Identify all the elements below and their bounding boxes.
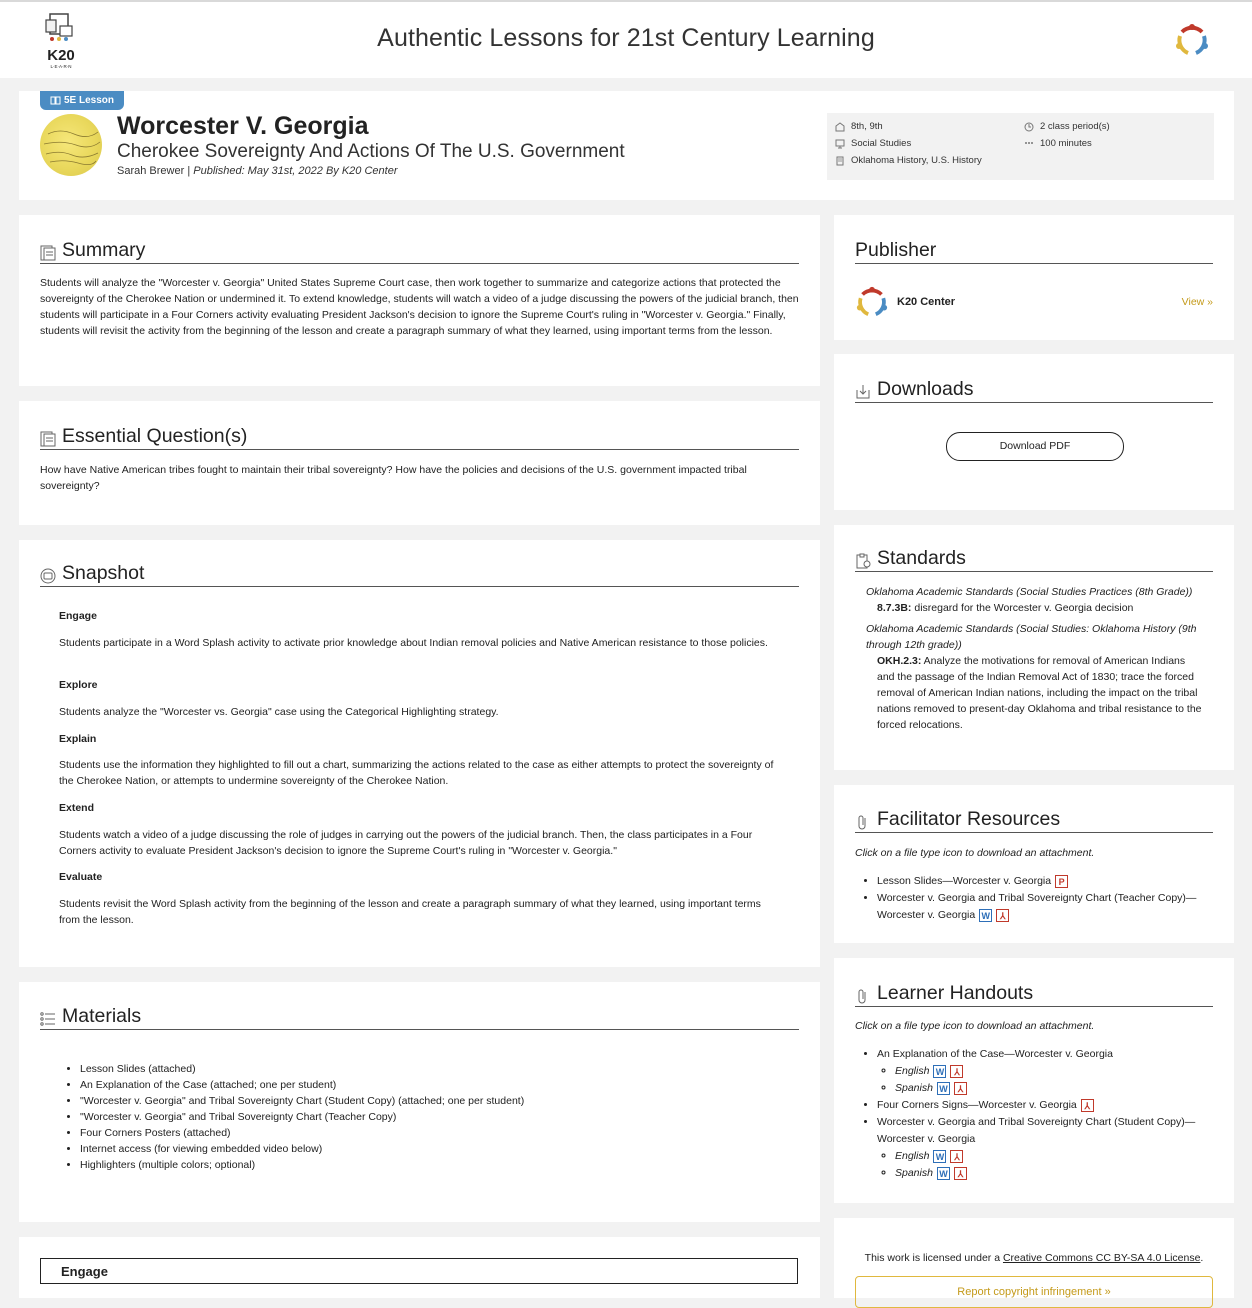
school-icon [835,122,845,132]
document-image [40,114,102,176]
materials-list [62,1061,799,1173]
lesson-title: Worcester V. Georgia [117,112,369,140]
snapshot-engage-label: Engage [59,610,97,622]
paperclip-icon [855,814,871,830]
k20-center-logo-icon[interactable] [855,285,889,319]
list-item: • Four Corners Signs—Worcester v. Georgia ⅄ [877,1097,1204,1114]
engage-section-header[interactable]: Engage [40,1258,798,1284]
standard-item: 8.7.3B: disregard for the Worcester v. Georgia decision [877,602,1134,614]
license-text: This work is licensed under a Creative Commons CC BY-SA 4.0 License. [864,1252,1204,1264]
summary-heading: Summary [40,239,799,264]
learner-hint: Click on a file type icon to download an attachment. [855,1020,1095,1032]
document-icon [40,431,56,447]
dots-icon [1024,139,1034,149]
standard-item: OKH.2.3: Analyze the motivations for removal of American Indians and the passage of the Indian Removal Act of 1830; trace the forced removal of American Indian nations, including the impact on the tribal nations removed to present-day Oklahoma and tribal resistance to the forced relocations. [877,655,1202,731]
word-file-icon[interactable]: W [933,1065,946,1078]
learner-heading: Learner Handouts [855,982,1213,1007]
summary-card [19,215,820,386]
essential-question-text: How have Native American tribes fought to maintain their tribal sovereignty? How have the policies and decisions of the U.S. government impacted tribal sovereignty? [40,464,747,492]
lesson-byline: Sarah Brewer | Published: May 31st, 2022 By K20 Center [117,165,398,177]
publisher-view-link[interactable]: View » [1181,296,1213,308]
download-pdf-button[interactable]: Download PDF [946,432,1124,461]
clipboard-icon [855,553,871,569]
list-item: • An Explanation of the Case—Worcester v. Georgia ◦ English W ⅄ ◦ Spanish W ⅄ [877,1046,1204,1097]
standard-source: Oklahoma Academic Standards (Social Studies Practices (8th Grade)) [866,586,1193,598]
list-item: ◦ English W ⅄ [895,1148,1204,1165]
snapshot-explain-label: Explain [59,733,97,745]
clock-icon [1024,122,1034,132]
learner-list [859,1046,1204,1182]
word-file-icon[interactable]: W [937,1082,950,1095]
snapshot-explore-label: Explore [59,679,98,691]
snapshot-card [19,540,820,967]
paperclip-icon [855,988,871,1004]
book-icon [50,96,61,105]
license-card [834,1218,1234,1298]
k20-center-mark-icon[interactable] [1174,22,1210,58]
pdf-file-icon[interactable]: ⅄ [1081,1099,1094,1112]
pdf-file-icon[interactable]: ⅄ [954,1082,967,1095]
book-icon [835,156,845,166]
standards-list [866,584,1202,733]
summary-text: Students will analyze the "Worcester v. Georgia" United States Supreme Court case, then work together to summarize and categorize actions that protected the sovereignty of the Cherokee Nation or undermined it. To extend knowledge, students will watch a video of a judge discussing the powers of the judicial branch, then students will participate in a Four Corners activity evaluating President Jackson's decision to ignore the Supreme Court's ruling in "Worcester v. Georgia." Finally, students will revisit the activity from the beginning of the lesson and create a paragraph summary of what they learned, using important terms from the lesson. [40,277,799,337]
meta-periods: 2 class period(s) [1024,121,1110,132]
word-file-icon[interactable]: W [937,1167,950,1180]
snapshot-engage-text: Students participate in a Word Splash activity to activate prior knowledge about Indian removal policies and Native American resistance to those policies. [59,637,768,649]
standards-card [834,525,1234,770]
downloads-card [834,354,1234,510]
standards-heading: Standards [855,547,1213,572]
materials-card [19,982,820,1222]
snapshot-explain-text: Students use the information they highlighted to fill out a chart, summarizing the actions related to the case as either attempts to protect the sovereignty of the Cherokee Nation, or attempts to undermine sovereignty of the Cherokee Nation. [59,759,774,787]
lesson-header-card [19,91,1234,200]
list-item: ◦ Spanish W ⅄ [895,1080,1204,1097]
snapshot-evaluate-text: Students revisit the Word Splash activity from the beginning of the lesson and create a paragraph summary of what they learned, using important terms from the lesson. [59,898,761,926]
meta-course: Oklahoma History, U.S. History [835,155,982,166]
list-item: ◦ English W ⅄ [895,1063,1204,1080]
document-icon [40,245,56,261]
publisher-card [834,215,1234,340]
publisher-name[interactable]: K20 Center [897,296,956,308]
download-icon [855,384,871,400]
badge-label: 5E Lesson [64,95,115,106]
list-item: • Internet access (for viewing embedded video below) [80,1141,799,1157]
ppt-file-icon[interactable]: P [1055,875,1068,888]
list-item: • Highlighters (multiple colors; optional) [80,1157,799,1173]
list-item: • Lesson Slides—Worcester v. Georgia P [877,873,1204,890]
list-item: • "Worcester v. Georgia" and Tribal Sovereignty Chart (Teacher Copy) [80,1109,799,1125]
snapshot-heading: Snapshot [40,562,799,587]
word-file-icon[interactable]: W [933,1150,946,1163]
publisher-row [855,285,1213,319]
pdf-file-icon[interactable]: ⅄ [950,1150,963,1163]
materials-heading: Materials [40,1005,799,1030]
facilitator-hint: Click on a file type icon to download an attachment. [855,847,1095,859]
pdf-file-icon[interactable]: ⅄ [996,909,1009,922]
snapshot-explore-text: Students analyze the "Worcester vs. Georgia" case using the Categorical Highlighting strategy. [59,706,499,718]
publisher-heading: Publisher [855,239,1213,264]
snapshot-extend-label: Extend [59,802,95,814]
report-copyright-button[interactable]: Report copyright infringement » [855,1276,1213,1308]
lesson-meta-box [827,113,1214,180]
pdf-file-icon[interactable]: ⅄ [950,1065,963,1078]
lesson-type-badge [40,91,124,110]
svg-text:K20: K20 [47,47,75,64]
pdf-file-icon[interactable]: ⅄ [954,1167,967,1180]
facilitator-list-wrap [859,873,1204,924]
list-item: • "Worcester v. Georgia" and Tribal Sovereignty Chart (Student Copy) (attached; one per student) [80,1093,799,1109]
standard-source: Oklahoma Academic Standards (Social Studies: Oklahoma History (9th through 12th grade)) [866,623,1197,651]
essential-question-heading: Essential Question(s) [40,425,799,450]
downloads-heading: Downloads [855,378,1213,403]
word-file-icon[interactable]: W [979,909,992,922]
lesson-subtitle: Cherokee Sovereignty And Actions Of The U.S. Government [117,141,625,162]
meta-duration: 100 minutes [1024,138,1092,149]
learner-handouts-card [834,958,1234,1203]
essential-question-card [19,401,820,525]
svg-text:L·E·A·R·N: L·E·A·R·N [50,64,72,69]
snapshot-evaluate-label: Evaluate [59,871,103,883]
snapshot-extend-text: Students watch a video of a judge discussing the role of judges in carrying out the powers of the judicial branch. Then, the class participates in a Four Corners activity to evaluate President Jackson's decision to ignore the Supreme Court's ruling in "Worcester v. Georgia." [59,829,753,857]
list-item: • Lesson Slides (attached) [80,1061,799,1077]
lesson-image [40,114,102,176]
list-icon [40,1011,56,1027]
meta-grades: 8th, 9th [835,121,883,132]
meta-subject: Social Studies [835,138,911,149]
learner-list-wrap [859,1046,1204,1182]
list-item: • An Explanation of the Case (attached; one per student) [80,1077,799,1093]
author-name[interactable]: Sarah Brewer [117,165,185,177]
materials-list-wrap [62,1061,799,1173]
published-date: Published: May 31st, 2022 By K20 Center [193,165,398,177]
facilitator-resources-card [834,785,1234,943]
list-item: • Four Corners Posters (attached) [80,1125,799,1141]
monitor-icon [835,139,845,149]
list-item: • Worcester v. Georgia and Tribal Sovereignty Chart (Teacher Copy)—Worcester v. Georgia W ⅄ [877,890,1204,924]
list-item: ◦ Spanish W ⅄ [895,1165,1204,1182]
site-title: Authentic Lessons for 21st Century Learning [377,24,875,52]
list-item: • Worcester v. Georgia and Tribal Sovereignty Chart (Student Copy)—Worcester v. Georgia ◦ English W ⅄ ◦ Spanish W ⅄ [877,1114,1204,1182]
facilitator-list [859,873,1204,924]
site-header [0,2,1252,78]
facilitator-heading: Facilitator Resources [855,808,1213,833]
snapshot-icon [40,568,56,584]
license-link[interactable]: Creative Commons CC BY-SA 4.0 License [1002,1252,1201,1264]
